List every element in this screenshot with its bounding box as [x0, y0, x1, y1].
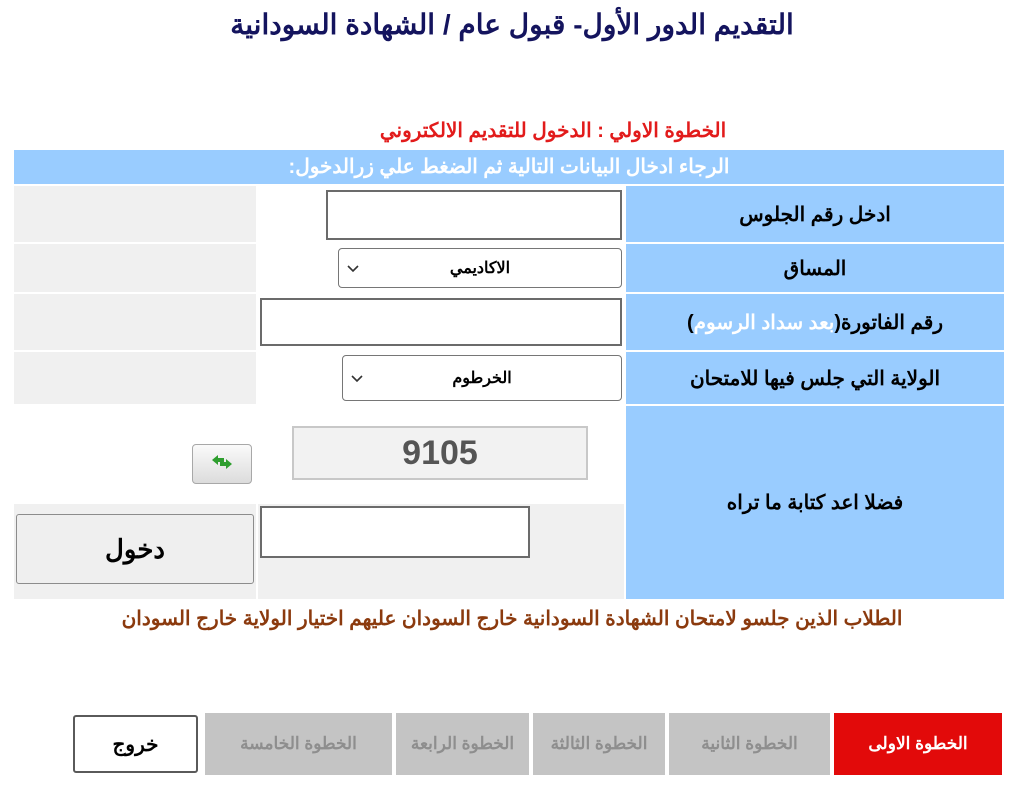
step-5-tab[interactable]: الخطوة الخامسة — [205, 713, 392, 775]
invoice-label-close: ) — [686, 311, 694, 334]
invoice-label-main: رقم الفاتورة( — [834, 311, 944, 334]
invoice-label — [626, 294, 1004, 350]
page-title: التقديم الدور الأول- قبول عام / الشهادة السودانية — [230, 9, 794, 40]
captcha-label: فضلا اعد كتابة ما تراه — [626, 406, 1004, 599]
seat-number-label: ادخل رقم الجلوس — [626, 186, 1004, 242]
row-spacer — [14, 186, 256, 242]
step-2-tab[interactable]: الخطوة الثانية — [669, 713, 830, 775]
captcha-image-cell — [258, 406, 624, 502]
invoice-cell — [258, 294, 624, 350]
row-spacer — [14, 244, 256, 292]
step-4-tab[interactable]: الخطوة الرابعة — [396, 713, 529, 775]
chevron-down-icon — [351, 370, 363, 386]
captcha-input[interactable] — [260, 506, 530, 558]
captcha-refresh-button[interactable] — [192, 444, 252, 484]
login-cell — [14, 504, 256, 599]
refresh-arrows-icon — [207, 452, 237, 477]
seat-number-input[interactable] — [326, 190, 622, 240]
invoice-number-input[interactable] — [260, 298, 622, 346]
track-label: المساق — [626, 244, 1004, 292]
seat-number-cell — [258, 186, 624, 242]
instruction-bar: الرجاء ادخال البيانات التالية ثم الضغط علي زرالدخول: — [14, 150, 1004, 184]
refresh-cell — [14, 406, 256, 502]
row-spacer — [14, 352, 256, 404]
login-button[interactable]: دخول — [16, 514, 254, 584]
step-3-tab[interactable]: الخطوة الثالثة — [533, 713, 665, 775]
track-select-value: الاكاديمي — [449, 260, 511, 277]
outside-sudan-note: الطلاب الذين جلسو لامتحان الشهادة السودانية خارج السودان عليهم اختيار الولاية خارج السودان — [121, 608, 903, 630]
row-spacer — [14, 294, 256, 350]
step-heading: الخطوة الاولي : الدخول للتقديم الالكتروني — [379, 120, 727, 142]
captcha-image: 9105 — [292, 426, 588, 480]
state-select-value: الخرطوم — [452, 370, 512, 387]
captcha-input-cell — [258, 504, 624, 599]
chevron-down-icon — [347, 260, 359, 276]
login-form — [14, 150, 1004, 601]
state-cell — [258, 352, 624, 404]
state-label: الولاية التي جلس فيها للامتحان — [626, 352, 1004, 404]
state-select[interactable] — [342, 355, 622, 401]
invoice-label-hint: بعد سداد الرسوم — [693, 311, 835, 334]
track-cell — [258, 244, 624, 292]
exit-button[interactable]: خروج — [73, 715, 198, 773]
track-select[interactable] — [338, 248, 622, 288]
step-1-tab[interactable]: الخطوة الاولى — [834, 713, 1002, 775]
